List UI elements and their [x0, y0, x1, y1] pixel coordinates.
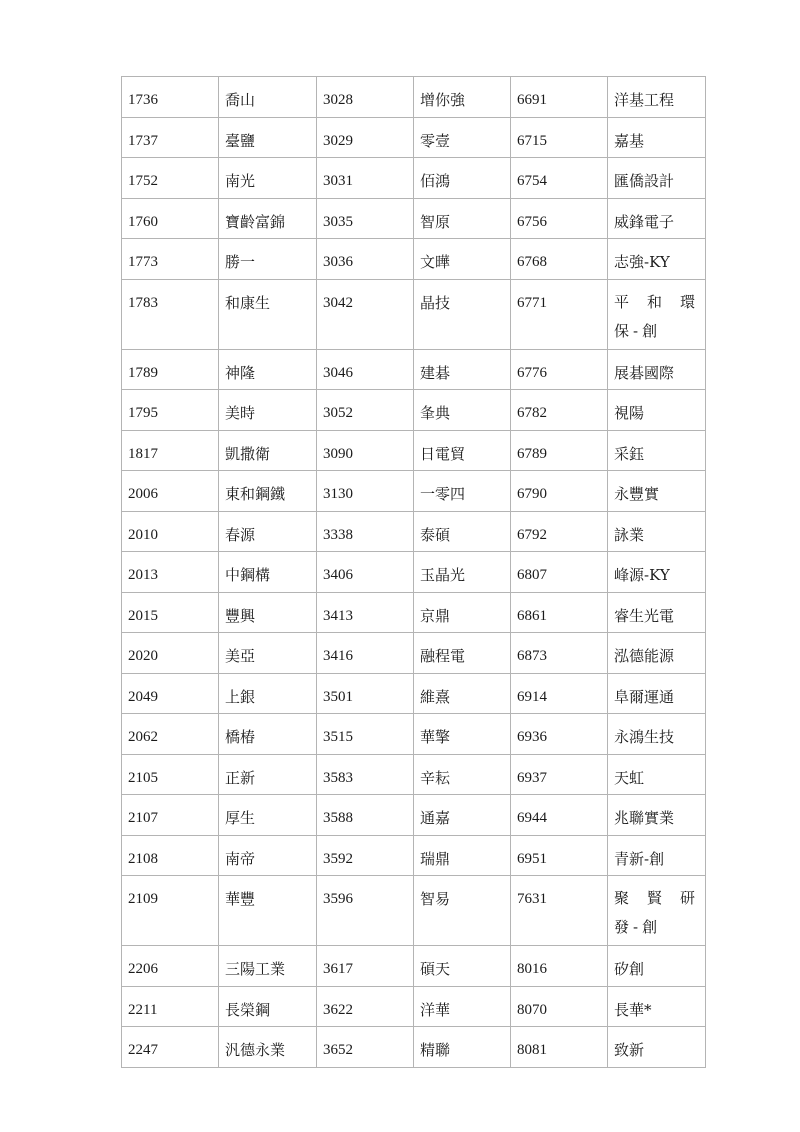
company-name-1: 喬山 — [219, 77, 317, 118]
company-name-3: 青新-創 — [608, 835, 706, 876]
company-name-2: 建碁 — [414, 349, 511, 390]
stock-code-1: 2062 — [122, 714, 219, 755]
stock-code-2: 3416 — [317, 633, 414, 674]
company-name-3: 采鈺 — [608, 430, 706, 471]
company-name-3: 聚賢研發-創 — [608, 876, 706, 946]
stock-code-3: 6951 — [511, 835, 608, 876]
company-name-3: 睿生光電 — [608, 592, 706, 633]
stock-code-3: 6792 — [511, 511, 608, 552]
stock-code-2: 3652 — [317, 1027, 414, 1068]
stock-code-1: 2010 — [122, 511, 219, 552]
stock-code-3: 6768 — [511, 239, 608, 280]
table-row — [122, 117, 706, 158]
stock-code-1: 1760 — [122, 198, 219, 239]
stock-code-1: 1817 — [122, 430, 219, 471]
stock-code-1: 1737 — [122, 117, 219, 158]
stock-code-2: 3046 — [317, 349, 414, 390]
company-name-2: 瑞鼎 — [414, 835, 511, 876]
stock-code-2: 3617 — [317, 946, 414, 987]
stock-code-2: 3583 — [317, 754, 414, 795]
company-name-2: 佰鴻 — [414, 158, 511, 199]
company-name-1: 凱撒衛 — [219, 430, 317, 471]
table-row — [122, 876, 706, 946]
company-name-1: 南光 — [219, 158, 317, 199]
company-name-2: 日電貿 — [414, 430, 511, 471]
stock-code-3: 6691 — [511, 77, 608, 118]
company-name-1: 美亞 — [219, 633, 317, 674]
table-row — [122, 552, 706, 593]
stock-code-2: 3090 — [317, 430, 414, 471]
company-name-2: 精聯 — [414, 1027, 511, 1068]
company-name-1: 上銀 — [219, 673, 317, 714]
table-row — [122, 795, 706, 836]
stock-code-2: 3029 — [317, 117, 414, 158]
company-name-3: 平和環保-創 — [608, 279, 706, 349]
stock-code-3: 8081 — [511, 1027, 608, 1068]
stock-code-1: 2105 — [122, 754, 219, 795]
stock-code-1: 2108 — [122, 835, 219, 876]
stock-code-1: 2247 — [122, 1027, 219, 1068]
stock-code-3: 6782 — [511, 390, 608, 431]
stock-code-1: 1789 — [122, 349, 219, 390]
company-name-3: 永豐實 — [608, 471, 706, 512]
stock-code-1: 1736 — [122, 77, 219, 118]
company-name-2: 通嘉 — [414, 795, 511, 836]
table-row — [122, 279, 706, 349]
table-row — [122, 946, 706, 987]
company-name-2: 玉晶光 — [414, 552, 511, 593]
stock-code-1: 2015 — [122, 592, 219, 633]
company-name-1: 橋椿 — [219, 714, 317, 755]
company-name-3: 嘉基 — [608, 117, 706, 158]
stock-code-3: 8070 — [511, 986, 608, 1027]
stock-code-1: 2206 — [122, 946, 219, 987]
stock-code-3: 8016 — [511, 946, 608, 987]
company-name-1: 南帝 — [219, 835, 317, 876]
company-name-1: 汎德永業 — [219, 1027, 317, 1068]
table-row — [122, 986, 706, 1027]
stock-code-3: 6776 — [511, 349, 608, 390]
company-name-1: 豐興 — [219, 592, 317, 633]
company-name-3: 致新 — [608, 1027, 706, 1068]
table-row — [122, 673, 706, 714]
company-name-1: 寶齡富錦 — [219, 198, 317, 239]
company-name-3: 展碁國際 — [608, 349, 706, 390]
stock-code-2: 3596 — [317, 876, 414, 946]
stock-code-2: 3338 — [317, 511, 414, 552]
stock-code-2: 3042 — [317, 279, 414, 349]
table-row — [122, 511, 706, 552]
company-name-2: 智原 — [414, 198, 511, 239]
stock-code-2: 3031 — [317, 158, 414, 199]
stock-code-3: 6754 — [511, 158, 608, 199]
stock-code-3: 6790 — [511, 471, 608, 512]
company-name-1: 臺鹽 — [219, 117, 317, 158]
company-name-2: 文曄 — [414, 239, 511, 280]
company-name-2: 一零四 — [414, 471, 511, 512]
stock-code-3: 6807 — [511, 552, 608, 593]
company-name-3: 永鴻生技 — [608, 714, 706, 755]
stock-code-3: 6771 — [511, 279, 608, 349]
company-name-1: 美時 — [219, 390, 317, 431]
company-name-1: 正新 — [219, 754, 317, 795]
stock-code-2: 3413 — [317, 592, 414, 633]
stock-code-1: 1795 — [122, 390, 219, 431]
stock-code-2: 3515 — [317, 714, 414, 755]
stock-code-1: 1773 — [122, 239, 219, 280]
stock-code-2: 3501 — [317, 673, 414, 714]
table-row — [122, 633, 706, 674]
stock-code-2: 3130 — [317, 471, 414, 512]
company-name-2: 華擎 — [414, 714, 511, 755]
company-name-1: 華豐 — [219, 876, 317, 946]
stock-code-3: 6789 — [511, 430, 608, 471]
stock-code-3: 6914 — [511, 673, 608, 714]
stock-code-3: 7631 — [511, 876, 608, 946]
stock-code-3: 6937 — [511, 754, 608, 795]
table-row — [122, 835, 706, 876]
stock-code-3: 6715 — [511, 117, 608, 158]
company-name-1: 神隆 — [219, 349, 317, 390]
company-name-3: 匯僑設計 — [608, 158, 706, 199]
stock-code-2: 3406 — [317, 552, 414, 593]
company-name-1: 厚生 — [219, 795, 317, 836]
company-name-2: 晶技 — [414, 279, 511, 349]
table-row — [122, 390, 706, 431]
company-name-1: 長榮鋼 — [219, 986, 317, 1027]
stock-code-2: 3036 — [317, 239, 414, 280]
table-row — [122, 592, 706, 633]
stock-code-3: 6873 — [511, 633, 608, 674]
company-name-2: 智易 — [414, 876, 511, 946]
company-name-2: 泰碩 — [414, 511, 511, 552]
stock-code-1: 2049 — [122, 673, 219, 714]
company-name-2: 零壹 — [414, 117, 511, 158]
company-name-2: 維熹 — [414, 673, 511, 714]
table-row — [122, 198, 706, 239]
stock-code-3: 6756 — [511, 198, 608, 239]
company-name-1: 中鋼構 — [219, 552, 317, 593]
table-row — [122, 430, 706, 471]
stock-code-1: 2107 — [122, 795, 219, 836]
stock-code-2: 3035 — [317, 198, 414, 239]
table-row — [122, 239, 706, 280]
stock-code-2: 3622 — [317, 986, 414, 1027]
stock-code-1: 2006 — [122, 471, 219, 512]
table-row — [122, 158, 706, 199]
stock-code-1: 2211 — [122, 986, 219, 1027]
company-name-3: 兆聯實業 — [608, 795, 706, 836]
company-name-3: 泓德能源 — [608, 633, 706, 674]
company-name-3: 峰源-KY — [608, 552, 706, 593]
stock-code-1: 1752 — [122, 158, 219, 199]
table-body — [122, 77, 706, 1068]
company-name-2: 增你強 — [414, 77, 511, 118]
company-name-3: 長華* — [608, 986, 706, 1027]
company-name-2: 夆典 — [414, 390, 511, 431]
company-name-3: 天虹 — [608, 754, 706, 795]
company-name-3: 矽創 — [608, 946, 706, 987]
company-name-3: 志強-KY — [608, 239, 706, 280]
company-name-1: 三陽工業 — [219, 946, 317, 987]
table-row — [122, 714, 706, 755]
company-name-2: 辛耘 — [414, 754, 511, 795]
company-name-3: 視陽 — [608, 390, 706, 431]
stock-code-2: 3052 — [317, 390, 414, 431]
stock-code-2: 3588 — [317, 795, 414, 836]
table-row — [122, 349, 706, 390]
company-name-2: 融程電 — [414, 633, 511, 674]
stock-code-2: 3028 — [317, 77, 414, 118]
company-name-3: 詠業 — [608, 511, 706, 552]
table-row — [122, 754, 706, 795]
stock-code-table — [121, 76, 706, 1068]
table-row — [122, 77, 706, 118]
stock-code-3: 6936 — [511, 714, 608, 755]
table-row — [122, 1027, 706, 1068]
company-name-3: 洋基工程 — [608, 77, 706, 118]
stock-code-2: 3592 — [317, 835, 414, 876]
stock-code-1: 2013 — [122, 552, 219, 593]
stock-code-3: 6944 — [511, 795, 608, 836]
company-name-3: 阜爾運通 — [608, 673, 706, 714]
stock-code-3: 6861 — [511, 592, 608, 633]
company-name-2: 京鼎 — [414, 592, 511, 633]
stock-code-1: 1783 — [122, 279, 219, 349]
company-name-3: 威鋒電子 — [608, 198, 706, 239]
company-name-1: 和康生 — [219, 279, 317, 349]
company-name-2: 碩天 — [414, 946, 511, 987]
table-row — [122, 471, 706, 512]
company-name-1: 勝一 — [219, 239, 317, 280]
company-name-1: 東和鋼鐵 — [219, 471, 317, 512]
company-name-2: 洋華 — [414, 986, 511, 1027]
stock-code-1: 2109 — [122, 876, 219, 946]
stock-code-1: 2020 — [122, 633, 219, 674]
company-name-1: 春源 — [219, 511, 317, 552]
